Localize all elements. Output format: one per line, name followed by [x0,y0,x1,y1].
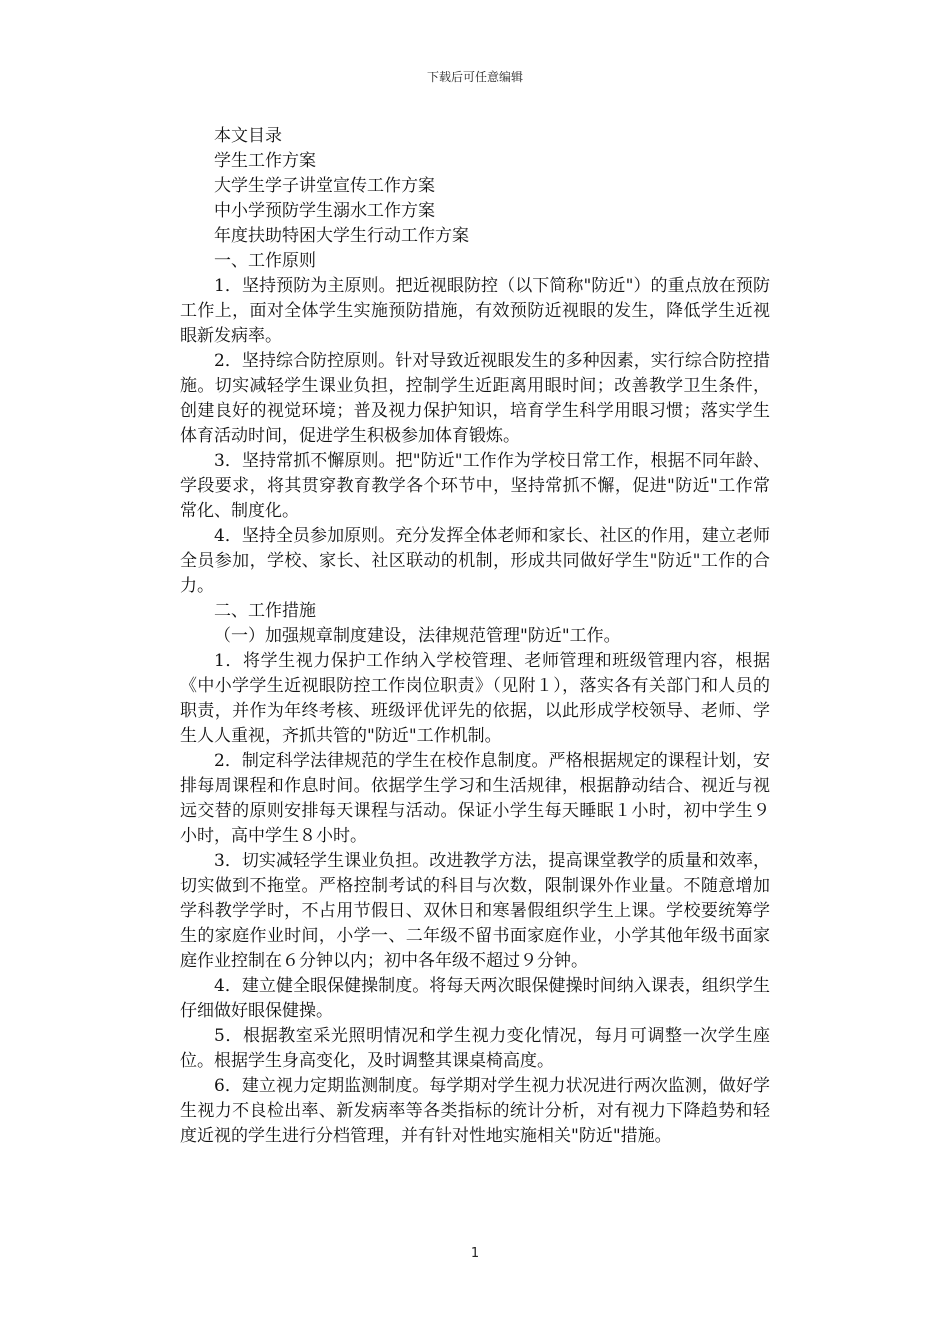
page-number: 1 [470,1246,480,1261]
section-heading: 二、工作措施 [214,601,316,621]
toc-item: 学生工作方案 [214,151,316,171]
paragraph: 3．坚持常抓不懈原则。把"防近"工作作为学校日常工作，根据不同年龄、学段要求，将其贯穿教育教学各个环节中，坚持常抓不懈，促进"防近"工作常常化、制度化。 [180,451,770,521]
toc-item: 中小学预防学生溺水工作方案 [214,201,435,221]
paragraph: 3．切实减轻学生课业负担。改进教学方法，提高课堂教学的质量和效率，切实做到不拖堂。严格控制考试的科目与次数，限制课外作业量。不随意增加学科教学学时，不占用节假日、双休日和寒暑假组织学生上课。学校要统筹学生的家庭作业时间，小学一、二年级不留书面家庭作业，小学其他年级书面家庭作业控制在６分钟以内；初中各年级不超过９分钟。 [180,851,770,971]
paragraph: 1．坚持预防为主原则。把近视眼防控（以下简称"防近"）的重点放在预防工作上，面对全体学生实施预防措施，有效预防近视眼的发生，降低学生近视眼新发病率。 [180,276,771,346]
paragraph: 4．坚持全员参加原则。充分发挥全体老师和家长、社区的作用，建立老师全员参加，学校、家长、社区联动的机制，形成共同做好学生"防近"工作的合力。 [180,526,770,596]
paragraph: 2．坚持综合防控原则。针对导致近视眼发生的多种因素，实行综合防控措施。切实减轻学生课业负担，控制学生近距离用眼时间；改善教学卫生条件，创建良好的视觉环境；普及视力保护知识，培育学生科学用眼习惯；落实学生体育活动时间，促进学生积极参加体育锻炼。 [180,351,770,446]
toc-item: 大学生学子讲堂宣传工作方案 [214,176,435,196]
toc-item: 年度扶助特困大学生行动工作方案 [214,226,469,246]
section-heading: 一、工作原则 [214,251,316,271]
subsection-heading: （一）加强规章制度建设，法律规范管理"防近"工作。 [214,626,621,646]
paragraph: 4．建立健全眼保健操制度。将每天两次眼保健操时间纳入课表，组织学生仔细做好眼保健操。 [180,976,770,1021]
paragraph: 5．根据教室采光照明情况和学生视力变化情况，每月可调整一次学生座位。根据学生身高变化，及时调整其课桌椅高度。 [180,1026,770,1071]
paragraph: 1．将学生视力保护工作纳入学校管理、老师管理和班级管理内容，根据《中小学学生近视眼防控工作岗位职责》（见附１），落实各有关部门和人员的职责，并作为年终考核、班级评优评先的依据，以此形成学校领导、老师、学生人人重视，齐抓共管的"防近"工作机制。 [180,651,770,746]
document-body [180,124,770,1149]
page-header: 下载后可任意编辑 [426,70,523,84]
toc-title: 本文目录 [214,126,282,146]
paragraph: 2．制定科学法律规范的学生在校作息制度。严格根据规定的课程计划，安排每周课程和作息时间。依据学生学习和生活规律，根据静动结合、视近与视远交替的原则安排每天课程与活动。保证小学生每天睡眠１小时，初中学生９小时，高中学生８小时。 [180,751,770,846]
paragraph: 6．建立视力定期监测制度。每学期对学生视力状况进行两次监测，做好学生视力不良检出率、新发病率等各类指标的统计分析，对有视力下降趋势和轻度近视的学生进行分档管理，并有针对性地实施相关"防近"措施。 [180,1076,770,1146]
